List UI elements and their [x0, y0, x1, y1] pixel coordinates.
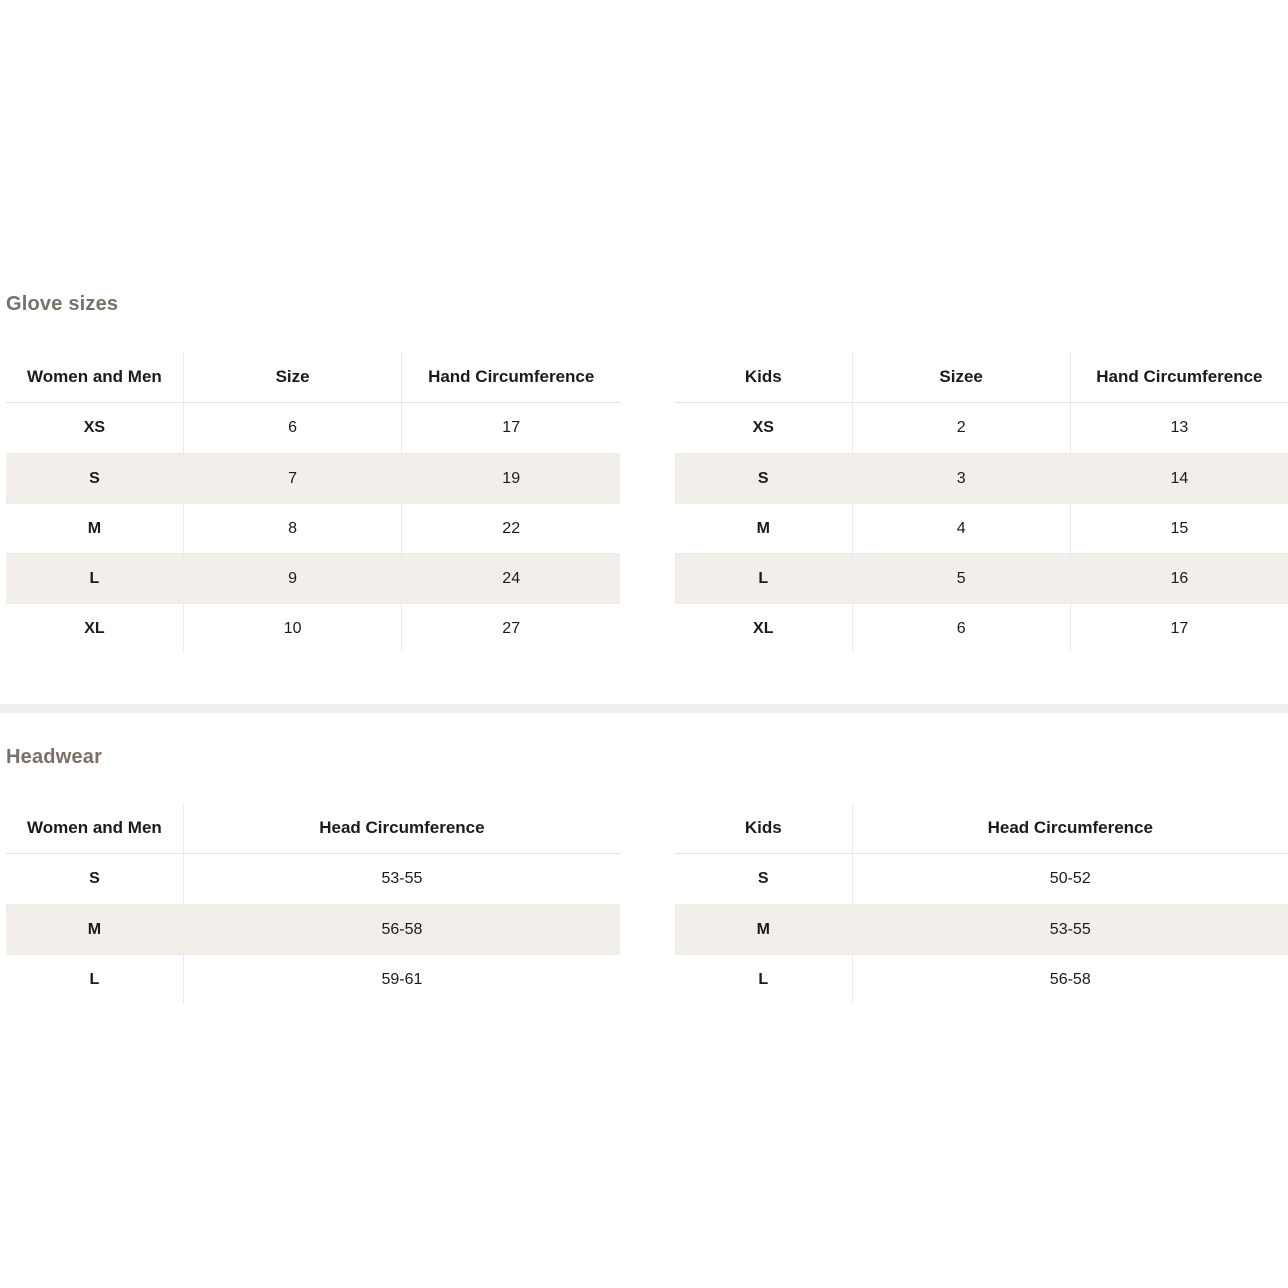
column-header: Sizee: [852, 352, 1070, 403]
column-header: Hand Circumference: [401, 352, 620, 403]
cell-value: 50-52: [852, 854, 1288, 904]
table-row: [675, 854, 1288, 904]
row-size-label: XL: [6, 603, 183, 653]
cell-value: 3: [852, 453, 1070, 503]
table-row: [6, 954, 620, 1004]
row-size-label: S: [757, 870, 769, 887]
column-header: Kids: [675, 352, 852, 403]
cell-value: 10: [183, 603, 402, 653]
row-size-label: L: [6, 553, 183, 603]
cell-value: 5: [852, 553, 1070, 603]
row-size-label: L: [6, 954, 183, 1004]
header-row: [675, 352, 1288, 403]
table-row: [6, 503, 620, 553]
cell-value: 27: [401, 603, 620, 653]
cell-value: 6: [852, 603, 1070, 653]
column-header: Head Circumference: [852, 803, 1288, 854]
column-header: Women and Men: [6, 352, 183, 403]
cell-value: 2: [852, 403, 1070, 453]
cell-value: 22: [401, 503, 620, 553]
header-row: [6, 352, 620, 403]
headwear-heading: Headwear: [6, 746, 103, 768]
cell-value: 13: [1070, 403, 1288, 453]
row-size-label: M: [6, 904, 183, 954]
table-row: [6, 403, 620, 453]
row-size-label: XL: [675, 603, 852, 653]
row-size-label: S: [675, 453, 852, 503]
table-row: [6, 603, 620, 653]
header-row: [675, 803, 1288, 854]
header-row: [6, 803, 620, 854]
cell-value: 17: [401, 403, 620, 453]
table-row: [675, 904, 1288, 954]
section-divider: [0, 704, 1288, 713]
cell-value: 59-61: [183, 954, 620, 1004]
headwear-kids-table: [675, 803, 1288, 1004]
table-row: [675, 503, 1288, 553]
cell-value: 17: [1070, 603, 1288, 653]
cell-value: 14: [1070, 453, 1288, 503]
row-size-label: XS: [752, 419, 774, 436]
cell-value: 9: [183, 553, 402, 603]
cell-value: 24: [401, 553, 620, 603]
table-row: [675, 453, 1288, 503]
row-size-label: L: [675, 553, 852, 603]
column-header: Hand Circumference: [1070, 352, 1288, 403]
cell-value: 53-55: [183, 854, 620, 904]
cell-value: 15: [1070, 503, 1288, 553]
row-size-label: M: [6, 503, 183, 553]
table-row: [675, 403, 1288, 453]
column-header: Head Circumference: [183, 803, 620, 854]
row-size-label: M: [675, 904, 852, 954]
table-row: [675, 603, 1288, 653]
column-header: Kids: [675, 803, 852, 854]
row-size-label: L: [675, 954, 852, 1004]
column-header: Size: [183, 352, 402, 403]
table-row: [6, 904, 620, 954]
cell-value: 8: [183, 503, 402, 553]
table-row: [675, 553, 1288, 603]
cell-value: 16: [1070, 553, 1288, 603]
row-size-label: XS: [83, 419, 106, 436]
row-size-label: M: [675, 503, 852, 553]
glove-sizes-heading: Glove sizes: [6, 293, 119, 315]
cell-value: 6: [183, 403, 402, 453]
table-row: [6, 854, 620, 904]
headwear-adults-table: [6, 803, 620, 1004]
cell-value: 4: [852, 503, 1070, 553]
cell-value: 56-58: [183, 904, 620, 954]
cell-value: 53-55: [852, 904, 1288, 954]
table-row: [675, 954, 1288, 1004]
cell-value: 7: [183, 453, 402, 503]
glove-kids-table: [675, 352, 1288, 653]
row-size-label: S: [6, 453, 183, 503]
cell-value: 19: [401, 453, 620, 503]
cell-value: 56-58: [852, 954, 1288, 1004]
table-row: [6, 553, 620, 603]
row-size-label: S: [89, 870, 100, 887]
column-header: Women and Men: [6, 803, 183, 854]
glove-adults-table: [6, 352, 620, 653]
table-row: [6, 453, 620, 503]
